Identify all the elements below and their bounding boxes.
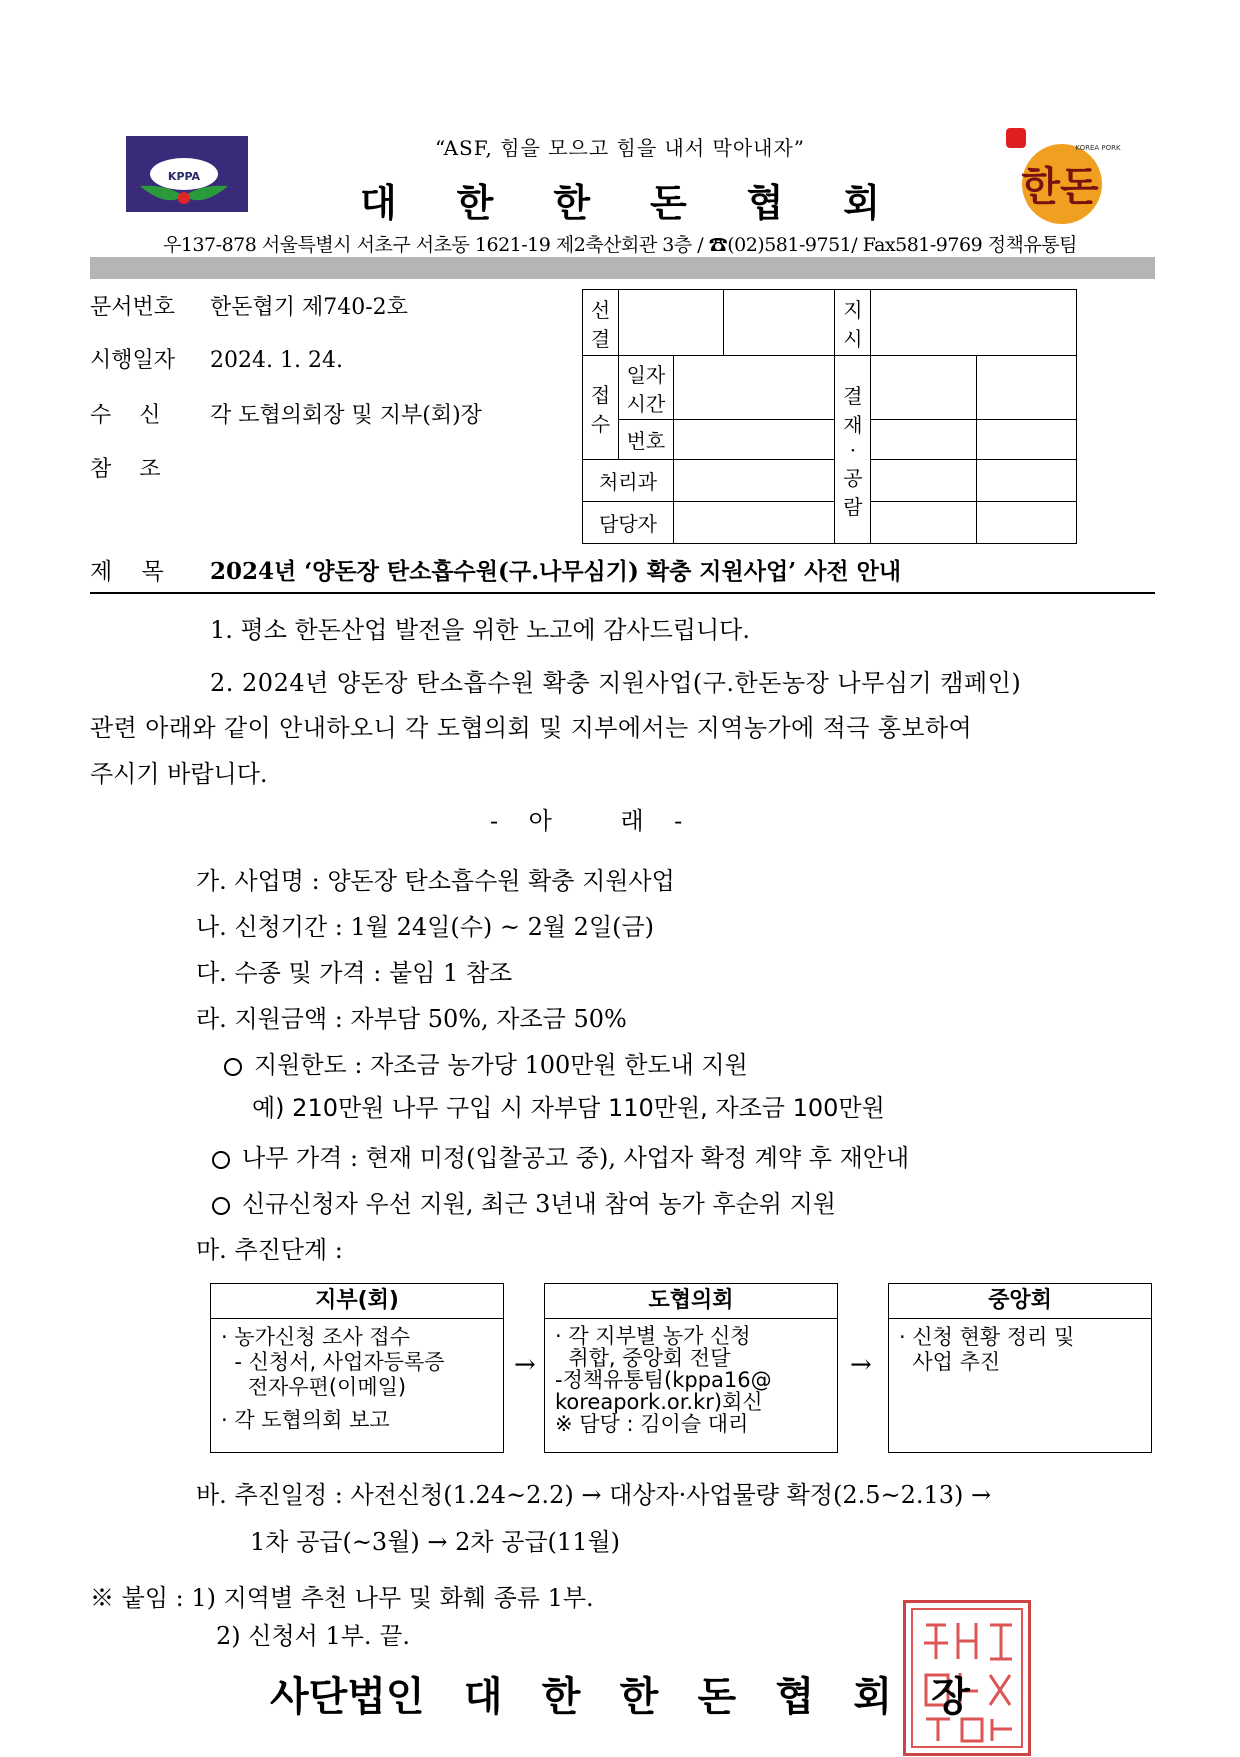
recipient: 각 도협의회장 및 지부(회)장 <box>210 403 482 428</box>
attachment-1: ※ 붙임 : 1) 지역별 추천 나무 및 화훼 종류 1부. <box>90 1584 594 1612</box>
subject-label: 제 목 <box>90 559 164 585</box>
circle-bullet-icon <box>212 1151 230 1169</box>
doc-number: 한돈협기 제740-2호 <box>210 295 408 320</box>
circle-bullet-icon <box>212 1197 230 1215</box>
bullet-2: 나무 가격 : 현재 미정(입찰공고 중), 사업자 확정 계약 후 재안내 <box>212 1138 909 1173</box>
recipient-row <box>90 398 482 429</box>
date-label: 시행일자 <box>90 348 176 373</box>
item-na: 나. 신청기간 : 1월 24일(수) ~ 2월 2일(금) <box>196 913 655 941</box>
org-char: 한 <box>553 180 591 225</box>
subject-row <box>90 553 901 586</box>
org-char: 협 <box>746 180 784 225</box>
org-name <box>360 172 880 227</box>
stage-central <box>888 1283 1152 1453</box>
signature-word: 회 <box>853 1673 892 1720</box>
stage-title: 도협의회 <box>545 1284 837 1319</box>
slogan: “ASF, 힘을 모으고 힘을 내서 막아내자” <box>434 136 806 160</box>
doc-number-row <box>90 290 408 321</box>
reference-row <box>90 452 210 483</box>
stage-title: 중앙회 <box>889 1284 1151 1319</box>
stage-body: · 각 지부별 농가 신청 취합, 중앙회 전달 -정책유통팀(kppa16@ koreapork.or.kr)회신 ※ 담당 : 김이슬 대리 <box>555 1324 772 1436</box>
org-char: 돈 <box>649 180 687 225</box>
item-ma: 마. 추진단계 : <box>196 1236 343 1264</box>
flow-arrow: → <box>850 1350 872 1380</box>
org-char: 회 <box>843 180 880 225</box>
subject-rule <box>90 592 1155 594</box>
header-divider <box>90 257 1155 279</box>
date: 2024. 1. 24. <box>210 348 343 373</box>
signature-word: 협 <box>775 1673 815 1720</box>
ilja-sigan-cell: 일자 시간 <box>618 356 673 420</box>
signature-line <box>270 1665 970 1722</box>
seongyeol-cell: 선 결 <box>583 290 619 356</box>
address-line: 우137-878 서울특별시 서초구 서초동 1621-19 제2축산회관 3층 / ☎(02)581-9751/ Fax581-9769 정책유통팀 <box>163 234 1077 256</box>
doc-number-label: 문서번호 <box>90 295 176 320</box>
item-ba-2: 1차 공급(~3월) → 2차 공급(11월) <box>250 1528 621 1556</box>
stage-title: 지부(회) <box>211 1284 503 1319</box>
signature-word: 한 <box>619 1673 659 1720</box>
org-char: 대 <box>360 180 397 225</box>
korea-pork-logo-text: 한돈 <box>1021 163 1099 210</box>
attachment-2: 2) 신청서 1부. 끝. <box>216 1622 410 1650</box>
paragraph-2a: 2. 2024년 양돈장 탄소흡수원 확충 지원사업(구.한돈농장 나무심기 캠페인) <box>210 669 1022 697</box>
stage-provincial <box>544 1283 838 1453</box>
bullet-1-example: 예) 210만원 나무 구입 시 자부담 110만원, 자조금 100만원 <box>252 1094 885 1122</box>
korea-pork-logo-sub: KOREA PORK <box>1075 144 1121 152</box>
gyeoljae-gongram-cell: 결 재 · 공 람 <box>835 356 871 544</box>
date-row <box>90 343 343 374</box>
approval-table <box>582 289 1077 544</box>
kppa-logo-text: KPPA <box>167 170 201 183</box>
circle-bullet-icon <box>224 1058 242 1076</box>
bullet-3: 신규신청자 우선 지원, 최근 3년내 참여 농가 후순위 지원 <box>212 1184 836 1219</box>
korea-pork-logo <box>1004 128 1121 226</box>
signature-word: 장 <box>931 1673 970 1720</box>
paragraph-2b: 관련 아래와 같이 안내하오니 각 도협의회 및 지부에서는 지역농가에 적극 홍보하여 <box>90 714 973 742</box>
flow-arrow: → <box>514 1350 536 1380</box>
recipient-label: 수 신 <box>90 403 161 428</box>
item-da: 다. 수종 및 가격 : 붙임 1 참조 <box>196 959 513 987</box>
stage-body: · 신청 현황 정리 및 사업 추진 <box>899 1325 1075 1374</box>
jisi-cell: 지 시 <box>835 290 871 356</box>
subject: 2024년 ‘양돈장 탄소흡수원(구.나무심기) 확충 지원사업’ 사전 안내 <box>210 558 902 585</box>
stage-branch <box>210 1283 504 1453</box>
paragraph-2c: 주시기 바랍니다. <box>90 760 268 788</box>
beonho-cell: 번호 <box>618 420 673 460</box>
signature-word: 사단법인 <box>270 1673 425 1720</box>
signature-word: 한 <box>541 1673 581 1720</box>
paragraph-1: 1. 평소 한돈산업 발전을 위한 노고에 감사드립니다. <box>210 616 750 644</box>
signature-word: 대 <box>463 1673 503 1720</box>
item-ra: 라. 지원금액 : 자부담 50%, 자조금 50% <box>196 1005 627 1033</box>
signature-word: 돈 <box>697 1673 737 1720</box>
damdangja-cell: 담당자 <box>583 502 674 544</box>
stage-body: · 농가신청 조사 접수 - 신청서, 사업자등록증 전자우편(이메일) · 각 도협의회 보고 <box>221 1325 445 1432</box>
org-char: 한 <box>456 180 494 225</box>
item-ba-1: 바. 추진일정 : 사전신청(1.24~2.2) → 대상자·사업물량 확정(2.5~2.13) → <box>196 1481 992 1509</box>
item-ga: 가. 사업명 : 양돈장 탄소흡수원 확충 지원사업 <box>196 867 675 895</box>
reference-label: 참 조 <box>90 457 161 482</box>
jeopsu-cell: 접 수 <box>583 356 619 460</box>
below-heading: - 아 래 - <box>490 807 683 835</box>
cheorigwa-cell: 처리과 <box>583 460 674 502</box>
bullet-1: 지원한도 : 자조금 농가당 100만원 한도내 지원 <box>224 1045 748 1080</box>
